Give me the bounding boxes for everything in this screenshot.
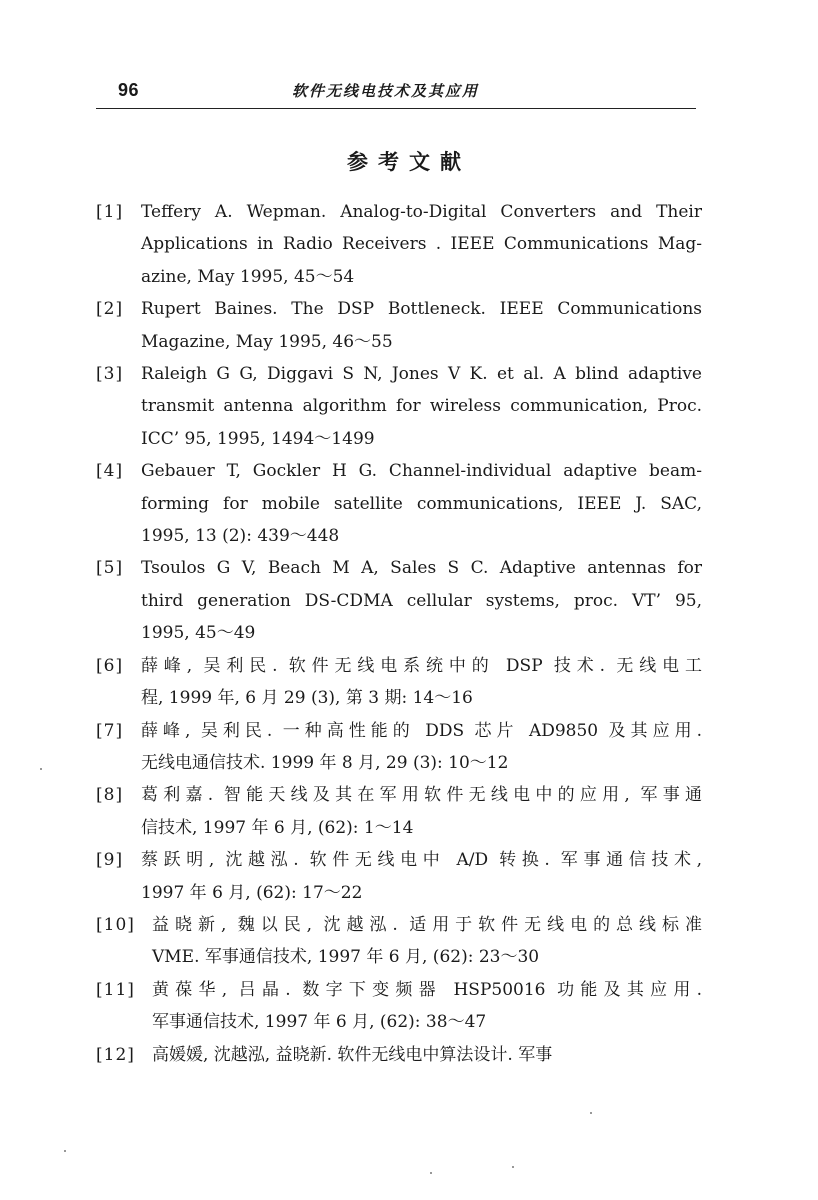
running-title: 软件无线电技术及其应用 [292,82,480,100]
running-header [96,72,696,109]
reference-text [141,650,702,715]
reference-line: Tsoulos G V, Beach M A, Sales S C. Adaptive antennas for [141,558,702,579]
reference-number: [9] [96,850,124,871]
reference-line: 1997 年 6 月, (62): 17～22 [141,882,363,903]
reference-item [96,455,702,552]
reference-number: [4] [96,461,124,482]
reference-number: [1] [96,202,124,222]
reference-line: ICC’ 95, 1995, 1494～1499 [141,428,375,449]
reference-line: 无线电通信技术. 1999 年 8 月, 29 (3): 10～12 [141,752,509,773]
reference-number: [5] [96,558,124,579]
reference-item [96,779,702,844]
reference-line: 军事通信技术, 1997 年 6 月, (62): 38～47 [152,1012,487,1033]
reference-line: Rupert Baines. The DSP Bottleneck. IEEE Communications [141,299,702,320]
reference-item [96,844,702,909]
reference-line: 高媛媛, 沈越泓, 益晓新. 软件无线电中算法设计. 军事 [152,1044,553,1065]
reference-text [141,844,702,909]
scan-speck [64,1150,66,1152]
reference-line: Applications in Radio Receivers . IEEE Communications Mag- [141,234,702,255]
reference-number: [7] [96,720,124,741]
reference-line: 黄葆华, 吕晶. 数字下变频器 HSP50016 功能及其应用. [152,979,702,1000]
reference-item [96,552,702,649]
scan-speck [40,768,42,770]
reference-line: Magazine, May 1995, 46～55 [141,331,393,352]
reference-number: [3] [96,364,124,385]
section-title: 参考文献 [347,150,471,174]
reference-text [152,909,702,974]
reference-line: 葛利嘉. 智能天线及其在军用软件无线电中的应用, 军事通 [141,785,702,806]
reference-line: 蔡跃明, 沈越泓. 软件无线电中 A/D 转换. 军事通信技术, [141,850,702,871]
reference-text [141,779,702,844]
reference-line: 薛峰, 吴利民. 软件无线电系统中的 DSP 技术. 无线电工 [141,655,702,676]
reference-number: [2] [96,299,124,320]
reference-item [96,293,702,358]
reference-text [152,974,702,1039]
reference-text [141,455,702,552]
page-number: 96 [118,80,140,100]
reference-number: [11] [96,979,135,1000]
reference-number: [12] [96,1044,135,1065]
reference-line: 薛峰, 吴利民. 一种高性能的 DDS 芯片 AD9850 及其应用. [141,720,702,741]
reference-item [96,650,702,715]
reference-line: 益晓新, 魏以民, 沈越泓. 适用于软件无线电的总线标准 [152,914,702,935]
reference-line: third generation DS-CDMA cellular systems, proc. VT’ 95, [141,590,702,611]
reference-item [96,358,702,455]
scan-speck [590,1112,592,1114]
reference-item [96,196,702,293]
reference-line: 1995, 13 (2): 439～448 [141,526,340,547]
reference-number: [8] [96,785,124,806]
reference-line: Gebauer T, Gockler H G. Channel-individual adaptive beam- [141,461,702,482]
reference-line: azine, May 1995, 45～54 [141,266,355,287]
scan-speck [430,1172,432,1174]
scan-speck [512,1166,514,1168]
reference-item [96,909,702,974]
reference-line: Teffery A. Wepman. Analog-to-Digital Converters and Their [141,202,702,222]
reference-item [96,974,702,1039]
reference-item [96,715,702,780]
reference-number: [10] [96,914,135,935]
reference-text [152,1039,702,1071]
reference-number: [6] [96,655,124,676]
reference-text [141,196,702,293]
reference-line: 1995, 45～49 [141,623,256,644]
reference-text [141,293,702,358]
reference-line: 信技术, 1997 年 6 月, (62): 1～14 [141,817,414,838]
reference-line: 程, 1999 年, 6 月 29 (3), 第 3 期: 14～16 [141,688,473,709]
reference-line: forming for mobile satellite communications, IEEE J. SAC, [141,493,702,514]
reference-text [141,358,702,455]
reference-line: Raleigh G G, Diggavi S N, Jones V K. et al. A blind adaptive [141,364,702,385]
reference-text [141,552,702,649]
reference-list [96,196,702,1071]
reference-item [96,1039,702,1071]
reference-text [141,715,702,780]
reference-line: transmit antenna algorithm for wireless communication, Proc. [141,396,702,417]
reference-line: VME. 军事通信技术, 1997 年 6 月, (62): 23～30 [152,947,540,968]
